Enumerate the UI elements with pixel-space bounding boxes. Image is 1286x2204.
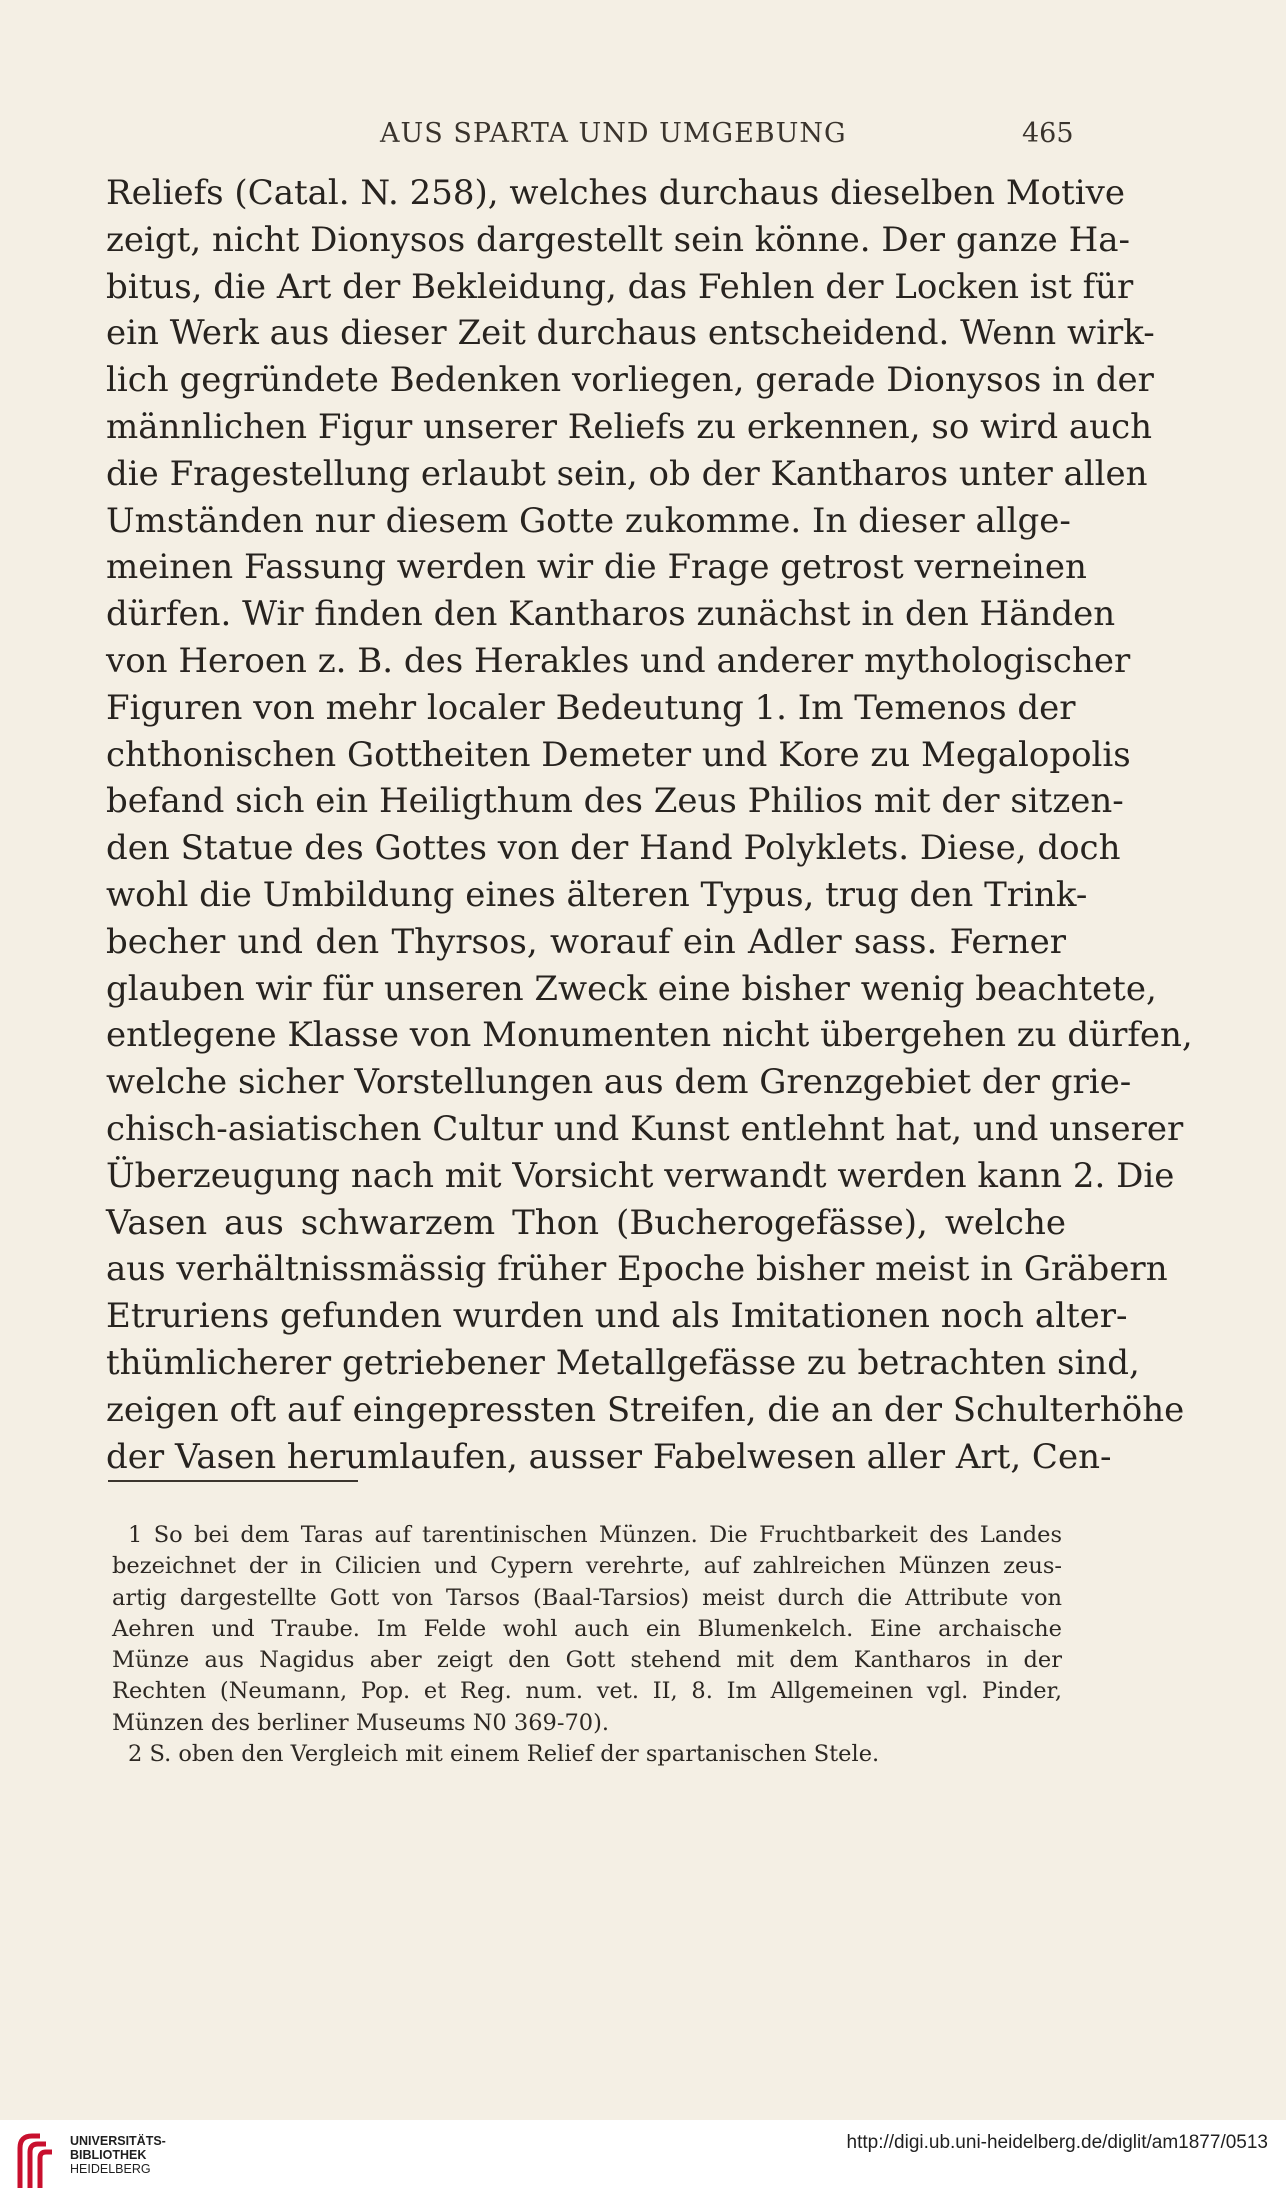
footnote-separator [108, 1480, 358, 1482]
footnote-line: 2 S. oben den Vergleich mit einem Relief der spartanischen Stele. [128, 1741, 880, 1768]
footnote-line: Rechten (Neumann, Pop. et Reg. num. vet. II, 8. Im Allgemeinen vgl. Pinder, [112, 1678, 1062, 1705]
body-line: ein Werk aus dieser Zeit durchaus entscheidend. Wenn wirk- [106, 313, 1155, 354]
body-line: Etruriens gefunden wurden und als Imitationen noch alter- [106, 1296, 1128, 1337]
body-line: wohl die Umbildung eines älteren Typus, trug den Trink- [106, 874, 1088, 915]
body-line: Vasen aus schwarzem Thon (Bucherogefässe), welche [106, 1202, 1066, 1243]
body-line: aus verhältnissmässig früher Epoche bisher meist in Gräbern [106, 1249, 1168, 1290]
footnote-line: bezeichnet der in Cilicien und Cypern verehrte, auf zahlreichen Münzen zeus- [112, 1553, 1062, 1580]
library-name [70, 2134, 166, 2176]
footnotes [112, 1520, 1062, 1770]
body-line: dürfen. Wir finden den Kantharos zunächst in den Händen [106, 594, 1116, 635]
body-line: den Statue des Gottes von der Hand Polyklets. Diese, doch [106, 828, 1121, 869]
footnote-line: artig dargestellte Gott von Tarsos (Baal-Tarsios) meist durch die Attribute von [112, 1584, 1062, 1611]
footnote-line: Aehren und Traube. Im Felde wohl auch ein Blumenkelch. Eine archaische [112, 1615, 1062, 1642]
body-line: chisch-asiatischen Cultur und Kunst entlehnt hat, und unserer [106, 1108, 1184, 1149]
body-line: bitus, die Art der Bekleidung, das Fehlen der Locken ist für [106, 266, 1134, 307]
permalink-url[interactable]: http://digi.ub.uni-heidelberg.de/diglit/am1877/0513 [846, 2132, 1268, 2153]
body-line: männlichen Figur unserer Reliefs zu erkennen, so wird auch [106, 406, 1153, 447]
page-number: 465 [1022, 118, 1074, 149]
body-line: Umständen nur diesem Gotte zukomme. In dieser allge- [106, 500, 1071, 541]
footnote-line: Münzen des berliner Museums N0 369-70). [112, 1709, 610, 1736]
library-name-line: HEIDELBERG [70, 2162, 151, 2176]
body-line: befand sich ein Heiligthum des Zeus Philios mit der sitzen- [106, 781, 1124, 822]
body-line: welche sicher Vorstellungen aus dem Grenzgebiet der grie- [106, 1062, 1132, 1103]
body-text [106, 170, 1193, 1480]
body-line: von Heroen z. B. des Herakles und anderer mythologischer [106, 640, 1131, 681]
body-line: zeigt, nicht Dionysos dargestellt sein könne. Der ganze Ha- [106, 219, 1131, 260]
footnote-line: Münze aus Nagidus aber zeigt den Gott stehend mit dem Kantharos in der [112, 1647, 1062, 1674]
body-line: thümlicherer getriebener Metallgefässe zu betrachten sind, [106, 1342, 1140, 1383]
library-name-line: UNIVERSITÄTS- [70, 2134, 166, 2148]
body-line: Reliefs (Catal. N. 258), welches durchaus dieselben Motive [106, 173, 1126, 213]
running-title: AUS SPARTA UND UMGEBUNG [380, 118, 847, 149]
page-header [0, 118, 1286, 158]
body-line: chthonischen Gottheiten Demeter und Kore zu Megalopolis [106, 734, 1131, 775]
body-line: die Fragestellung erlaubt sein, ob der Kantharos unter allen [106, 453, 1148, 494]
body-line: entlegene Klasse von Monumenten nicht übergehen zu dürfen, [106, 1015, 1193, 1056]
body-line: der Vasen herumlaufen, ausser Fabelwesen aller Art, Cen- [106, 1436, 1112, 1477]
body-line: meinen Fassung werden wir die Frage getrost verneinen [106, 547, 1087, 588]
body-line: zeigen oft auf eingepressten Streifen, die an der Schulterhöhe [106, 1389, 1185, 1430]
body-line: glauben wir für unseren Zweck eine bisher wenig beachtete, [106, 968, 1157, 1009]
viewer-footer [0, 2120, 1286, 2204]
body-line: Überzeugung nach mit Vorsicht verwandt werden kann 2. Die [106, 1155, 1175, 1196]
university-library-logo-icon [14, 2130, 58, 2192]
footnote-line: 1 So bei dem Taras auf tarentinischen Münzen. Die Fruchtbarkeit des Landes [128, 1522, 1062, 1548]
library-name-line: BIBLIOTHEK [70, 2148, 147, 2162]
body-line: Figuren von mehr localer Bedeutung 1. Im Temenos der [106, 687, 1076, 728]
body-line: lich gegründete Bedenken vorliegen, gerade Dionysos in der [106, 360, 1154, 401]
body-line: becher und den Thyrsos, worauf ein Adler sass. Ferner [106, 921, 1066, 962]
